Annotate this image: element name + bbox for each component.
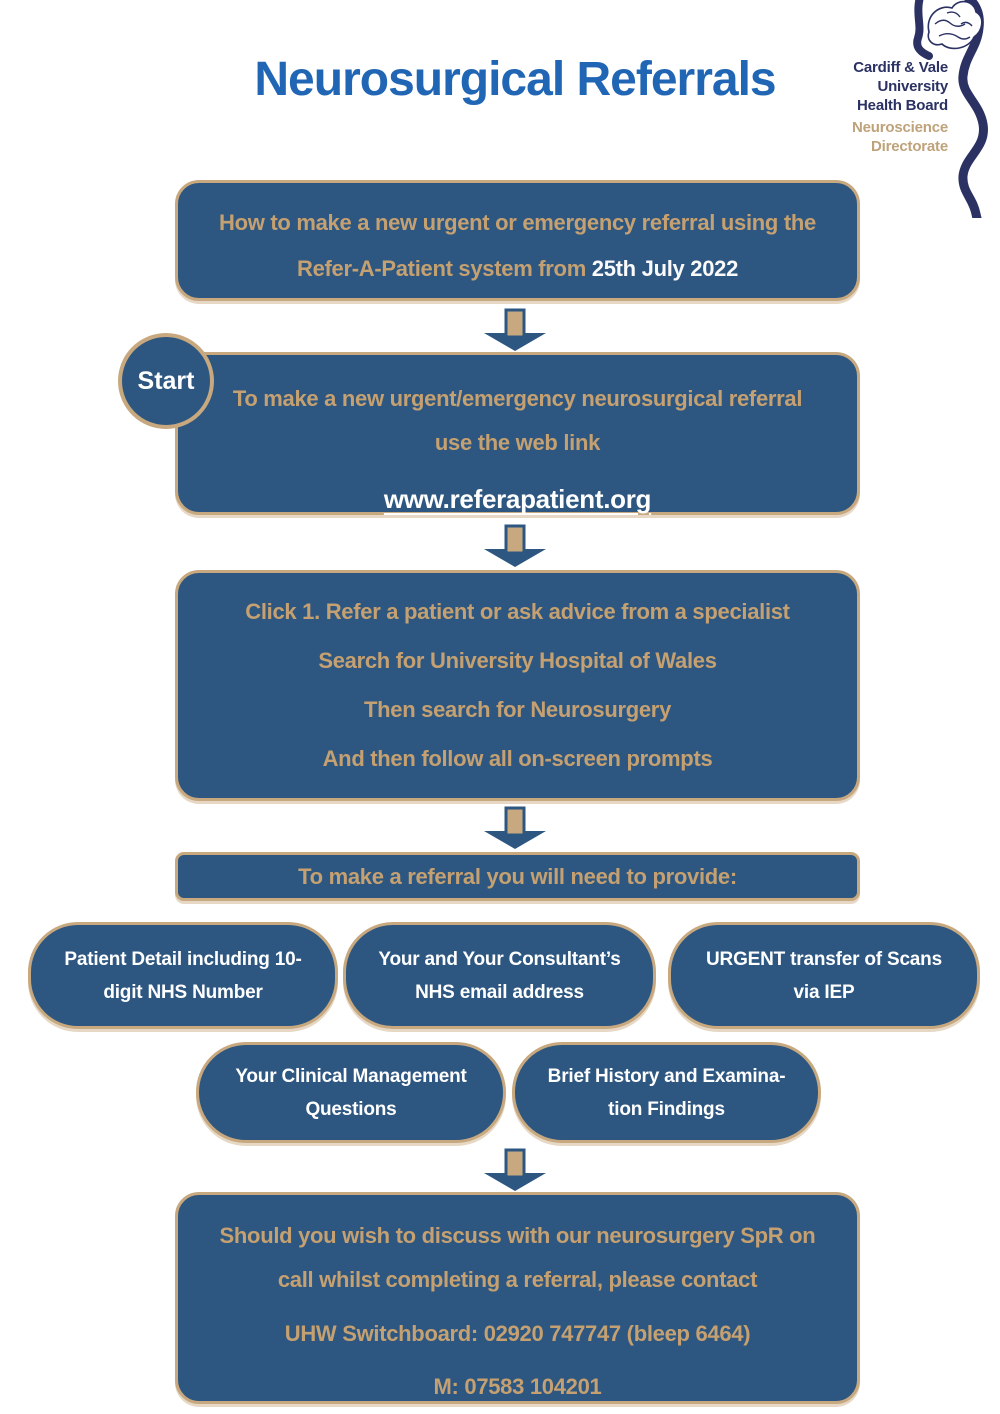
pill-line: Brief History and Examina-: [547, 1065, 786, 1087]
logo-dept-line: Directorate: [871, 138, 948, 155]
start-badge-label: Start: [137, 366, 195, 395]
requirement-pill-scans-iep: [668, 922, 980, 1029]
step-box-how-to: [175, 180, 860, 301]
step-box-instructions: [175, 570, 860, 801]
requirement-pill-email: [343, 922, 656, 1029]
step-box-line-tan: Refer-A-Patient system from: [296, 256, 592, 281]
instruction-line: Then search for Neurosurgery: [363, 697, 672, 723]
requirement-pill-management-questions: [196, 1042, 506, 1143]
step-box-line: How to make a new urgent or emergency referral using the: [219, 210, 816, 235]
logo-org-line: Health Board: [857, 97, 948, 114]
down-arrow-icon: [482, 524, 548, 568]
step-box-line: To make a new urgent/emergency neurosurgical referral: [232, 386, 803, 411]
instruction-line: Click 1. Refer a patient or ask advice from a specialist: [245, 598, 790, 624]
down-arrow-icon: [482, 1148, 548, 1192]
logo-org-line: University: [877, 78, 948, 95]
instruction-line: And then follow all on-screen prompts: [322, 746, 713, 772]
switchboard-number: UHW Switchboard: 02920 747747 (bleep 6464): [284, 1321, 751, 1346]
step-box-line: use the web link: [434, 430, 601, 455]
referapatient-link[interactable]: www.referapatient.org: [383, 484, 652, 514]
down-arrow-icon: [482, 806, 548, 850]
requirements-header-label: To make a referral you will need to provide:: [298, 864, 737, 889]
pill-line: via IEP: [793, 981, 855, 1003]
pill-line: digit NHS Number: [103, 981, 263, 1003]
contact-line: Should you wish to discuss with our neurosurgery SpR on: [219, 1223, 816, 1248]
pill-line: URGENT transfer of Scans: [706, 948, 942, 970]
step-box-line: [178, 246, 857, 292]
page-title: Neurosurgical Referrals: [254, 53, 776, 106]
pill-line: Your Clinical Management: [235, 1065, 467, 1087]
pill-line: Questions: [305, 1098, 397, 1120]
pill-line: tion Findings: [608, 1098, 725, 1120]
contact-line: call whilst completing a referral, please contact: [277, 1267, 758, 1292]
start-date-highlight: 25th July 2022: [591, 256, 739, 281]
pill-line: NHS email address: [415, 981, 584, 1003]
mobile-number: M: 07583 104201: [433, 1374, 602, 1399]
pill-line: Your and Your Consultant’s: [378, 948, 621, 970]
logo-dept-line: Neuroscience: [852, 119, 948, 136]
step-box-weblink: [175, 352, 860, 515]
requirements-header-bar: [175, 852, 860, 901]
contact-box: [175, 1192, 860, 1404]
down-arrow-icon: [482, 308, 548, 352]
health-board-logo: [828, 0, 1000, 218]
logo-directorate-name: [852, 118, 948, 156]
logo-org-line: Cardiff & Vale: [853, 59, 948, 76]
requirement-pill-history-findings: [512, 1042, 821, 1143]
logo-org-name: [853, 58, 948, 115]
pill-line: Patient Detail including 10-: [64, 948, 302, 970]
start-badge: [118, 333, 214, 429]
requirement-pill-nhs-number: [28, 922, 338, 1029]
instruction-line: Search for University Hospital of Wales: [318, 647, 717, 673]
